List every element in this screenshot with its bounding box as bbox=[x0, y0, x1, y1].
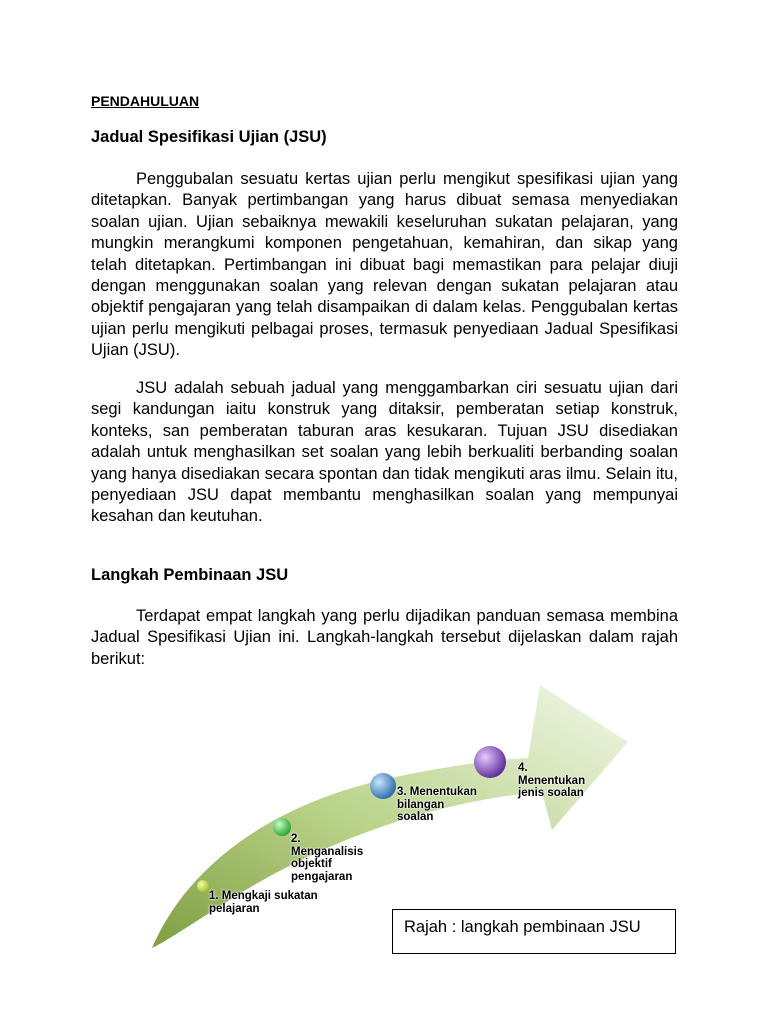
step-2-label: 2. Menganalisis objektif pengajaran bbox=[291, 833, 364, 883]
step-4-label: 4. Menentukan jenis soalan bbox=[518, 762, 586, 799]
subsection-heading-steps: Langkah Pembinaan JSU bbox=[91, 566, 289, 584]
step-1-label: 1. Mengkaji sukatan pelajaran bbox=[209, 890, 318, 915]
step-2-bullet bbox=[273, 818, 291, 836]
step-4-bullet bbox=[474, 746, 506, 778]
paragraph-steps-intro: Terdapat empat langkah yang perlu dijadikan panduan semasa membina Jadual Spesifikasi Ujian ini. Langkah-langkah tersebut dijelaskan dalam rajah berikut: bbox=[91, 607, 678, 668]
diagram-caption: Rajah : langkah pembinaan JSU bbox=[392, 909, 676, 954]
paragraph-intro: Penggubalan sesuatu kertas ujian perlu mengikut spesifikasi ujian yang ditetapkan. Banyak pertimbangan yang harus dibuat semasa menyediakan soalan ujian. Ujian sebaiknya mewakili keseluruhan sukatan pelajaran, yang mungkin merangkumi komponen pengetahuan, kemahiran, dan sikap yang telah ditetapkan. Pertimbangan ini dibuat bagi memastikan para pelajar diuji dengan menggunakan soalan yang relevan dengan sukatan pelajaran atau objektif pengajaran yang telah disampaikan di dalam kelas. Penggubalan kertas ujian perlu mengikuti pelbagai proses, termasuk penyediaan Jadual Spesifikasi Ujian (JSU). bbox=[91, 170, 678, 360]
step-3-bullet bbox=[370, 773, 396, 799]
paragraph-jsu-definition: JSU adalah sebuah jadual yang menggambarkan ciri sesuatu ujian dari segi kandungan iaitu konstruk yang ditaksir, pemberatan setiap konstruk, konteks, san pemberatan taburan aras kesukaran. Tujuan JSU disediakan adalah untuk menghasilkan set soalan yang lebih berkualiti berbanding soalan yang hanya disediakan secara spontan dan tidak mengikuti aras ilmu. Selain itu, penyediaan JSU dapat membantu menghasilkan soalan yang mempunyai kesahan dan keutuhan. bbox=[91, 379, 678, 526]
step-3-label: 3. Menentukan bilangan soalan bbox=[397, 786, 477, 823]
subsection-heading-jsu: Jadual Spesifikasi Ujian (JSU) bbox=[91, 128, 327, 146]
step-1-bullet bbox=[197, 880, 209, 892]
section-heading: PENDAHULUAN bbox=[91, 93, 200, 109]
